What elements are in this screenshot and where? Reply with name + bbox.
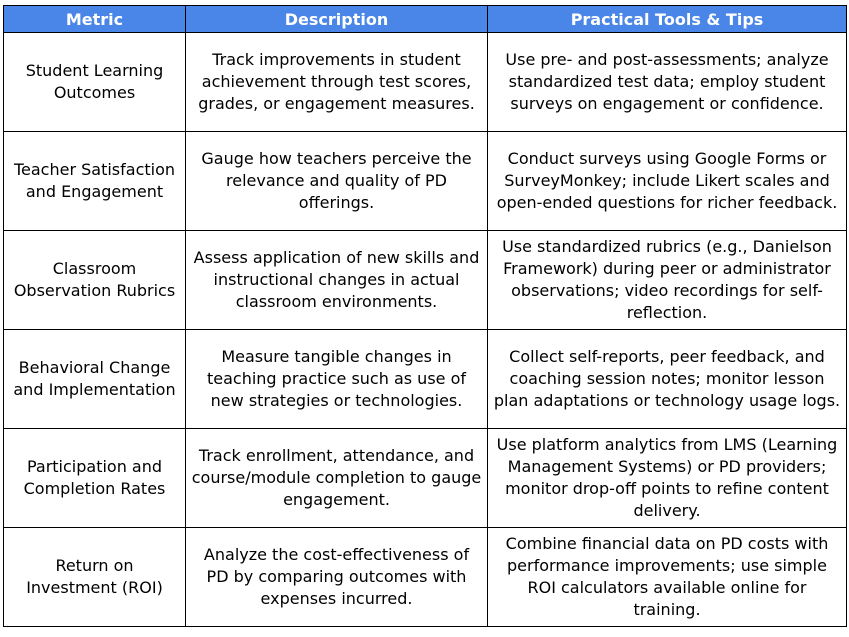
table-row <box>4 330 847 429</box>
metric-cell: Behavioral Change and Implementation <box>4 330 186 429</box>
tools-cell: Use pre- and post-assessments; analyze standardized test data; employ student surveys on engagement or confidence. <box>488 33 847 132</box>
table-row <box>4 429 847 528</box>
header-metric: Metric <box>4 6 186 33</box>
tools-cell: Use standardized rubrics (e.g., Danielson Framework) during peer or administrator observations; video recordings for self-reflection. <box>488 231 847 330</box>
description-cell: Gauge how teachers perceive the relevance and quality of PD offerings. <box>186 132 488 231</box>
description-cell: Track enrollment, attendance, and course/module completion to gauge engagement. <box>186 429 488 528</box>
metric-cell: Participation and Completion Rates <box>4 429 186 528</box>
tools-cell: Combine financial data on PD costs with performance improvements; use simple ROI calculators available online for training. <box>488 528 847 627</box>
metric-cell: Return on Investment (ROI) <box>4 528 186 627</box>
table-row <box>4 132 847 231</box>
table-row <box>4 231 847 330</box>
description-cell: Track improvements in student achievement through test scores, grades, or engagement measures. <box>186 33 488 132</box>
table-row <box>4 528 847 627</box>
description-cell: Assess application of new skills and instructional changes in actual classroom environments. <box>186 231 488 330</box>
header-row <box>4 6 847 33</box>
table-row <box>4 33 847 132</box>
description-cell: Measure tangible changes in teaching practice such as use of new strategies or technologies. <box>186 330 488 429</box>
metric-cell: Student Learning Outcomes <box>4 33 186 132</box>
description-cell: Analyze the cost-effectiveness of PD by comparing outcomes with expenses incurred. <box>186 528 488 627</box>
tools-cell: Conduct surveys using Google Forms or SurveyMonkey; include Likert scales and open-ended questions for richer feedback. <box>488 132 847 231</box>
header-tools-tips: Practical Tools & Tips <box>488 6 847 33</box>
metrics-table-wrapper <box>3 5 847 627</box>
metric-cell: Teacher Satisfaction and Engagement <box>4 132 186 231</box>
metrics-table <box>3 5 847 627</box>
header-description: Description <box>186 6 488 33</box>
metric-cell: Classroom Observation Rubrics <box>4 231 186 330</box>
tools-cell: Collect self-reports, peer feedback, and coaching session notes; monitor lesson plan adaptations or technology usage logs. <box>488 330 847 429</box>
tools-cell: Use platform analytics from LMS (Learning Management Systems) or PD providers; monitor drop-off points to refine content delivery. <box>488 429 847 528</box>
